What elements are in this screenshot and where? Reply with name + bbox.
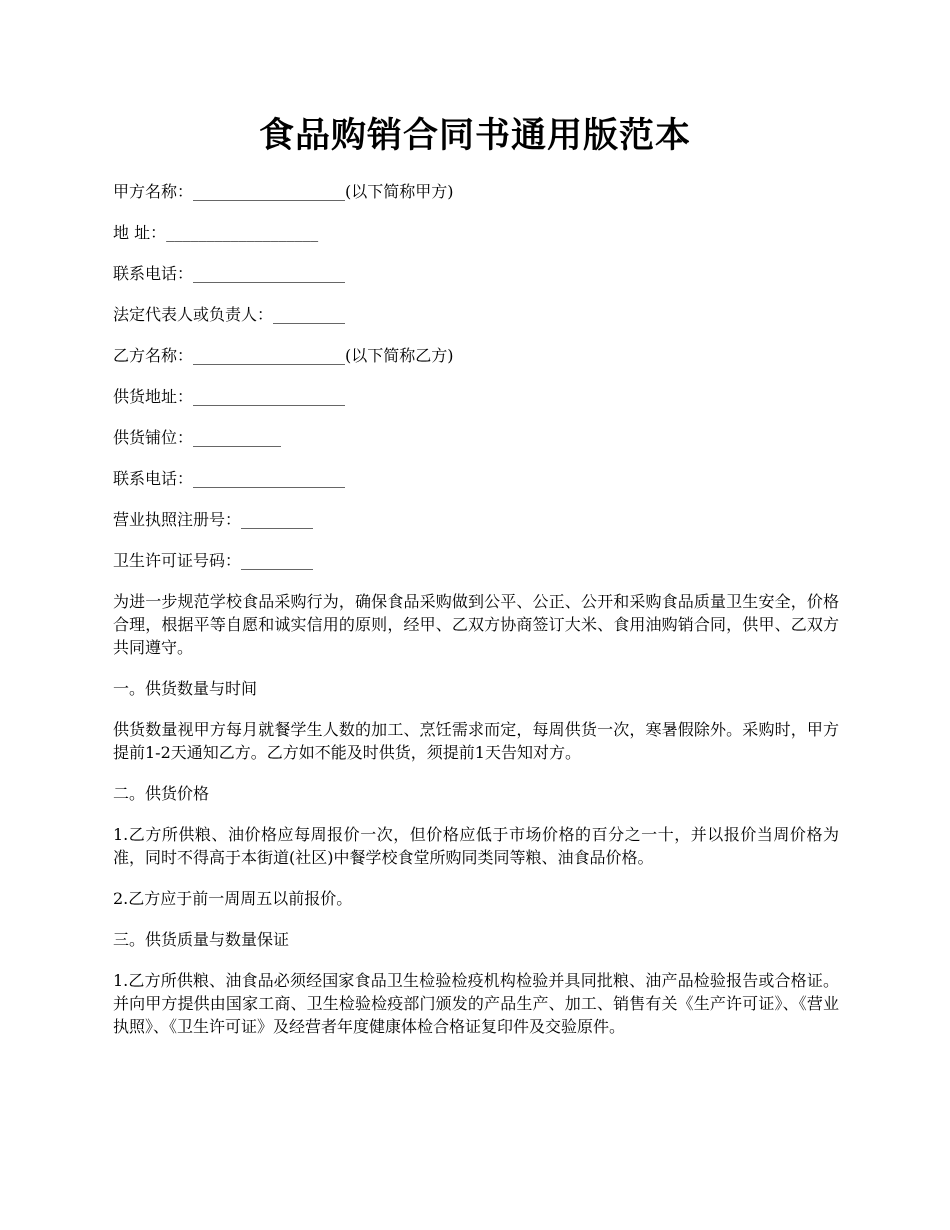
fill-blank: ___________________ <box>193 264 346 283</box>
field-party-b-phone <box>113 467 839 490</box>
field-label: 供货铺位： <box>113 428 194 447</box>
field-party-a-address <box>113 221 839 244</box>
field-suffix: (以下简称甲方) <box>345 182 454 201</box>
section-paragraph: 1.乙方所供粮、油食品必须经国家食品卫生检验检疫机构检验并具同批粮、油产品检验报告或合格证。并向甲方提供由国家工商、卫生检验检疫部门颁发的产品生产、加工、销售有关《生产许可证》、《营业执照》、《卫生许可证》及经营者年度健康体检合格证复印件及交验原件。 <box>113 971 839 1036</box>
section-heading-quality-guarantee: 三。供货质量与数量保证 <box>113 930 290 949</box>
intro-paragraph: 为进一步规范学校食品采购行为，确保食品采购做到公平、公正、公开和采购食品质量卫生安全，价格合理，根据平等自愿和诚实信用的原则，经甲、乙双方协商签订大米、食用油购销合同，供甲、乙双方共同遵守。 <box>113 592 839 657</box>
field-label: 联系电话： <box>113 264 194 283</box>
section-heading-price: 二。供货价格 <box>113 784 210 803</box>
fill-blank: ___________________ <box>193 387 346 406</box>
field-label: 联系电话： <box>113 469 194 488</box>
section-heading-quantity-time: 一。供货数量与时间 <box>113 679 258 698</box>
field-hygiene-permit <box>113 549 839 572</box>
field-business-license <box>113 508 839 531</box>
fill-blank: _________ <box>241 551 314 570</box>
fill-blank: _________ <box>273 305 346 324</box>
field-label: 地 址： <box>113 223 167 242</box>
fill-blank: ___________________ <box>193 469 346 488</box>
field-party-b-name <box>113 344 839 367</box>
page-title: 食品购销合同书通用版范本 <box>258 115 691 156</box>
fill-blank: _________ <box>241 510 314 529</box>
field-party-a-phone <box>113 262 839 285</box>
fill-blank: ___________________ <box>193 182 346 201</box>
field-label: 供货地址： <box>113 387 194 406</box>
field-label: 甲方名称： <box>113 182 194 201</box>
field-label: 卫生许可证号码： <box>113 551 242 570</box>
field-label: 法定代表人或负责人： <box>113 305 274 324</box>
fill-blank: ___________ <box>193 428 282 447</box>
section-paragraph: 2.乙方应于前一周周五以前报价。 <box>113 889 353 908</box>
section-paragraph: 1.乙方所供粮、油价格应每周报价一次，但价格应低于市场价格的百分之一十，并以报价当周价格为准，同时不得高于本街道(社区)中餐学校食堂所购同类同等粮、油食品价格。 <box>113 825 839 867</box>
contract-body <box>113 180 839 1056</box>
field-party-a-name <box>113 180 839 203</box>
field-label: 乙方名称： <box>113 346 194 365</box>
section-paragraph: 供货数量视甲方每月就餐学生人数的加工、烹饪需求而定，每周供货一次，寒暑假除外。采购时，甲方提前1-2天通知乙方。乙方如不能及时供货，须提前1天告知对方。 <box>113 720 839 762</box>
field-suffix: (以下简称乙方) <box>345 346 454 365</box>
field-label: 营业执照注册号： <box>113 510 242 529</box>
fill-blank: ___________________ <box>166 223 319 242</box>
fill-blank: ___________________ <box>193 346 346 365</box>
field-supply-stall <box>113 426 839 449</box>
field-supply-address <box>113 385 839 408</box>
field-legal-representative <box>113 303 839 326</box>
